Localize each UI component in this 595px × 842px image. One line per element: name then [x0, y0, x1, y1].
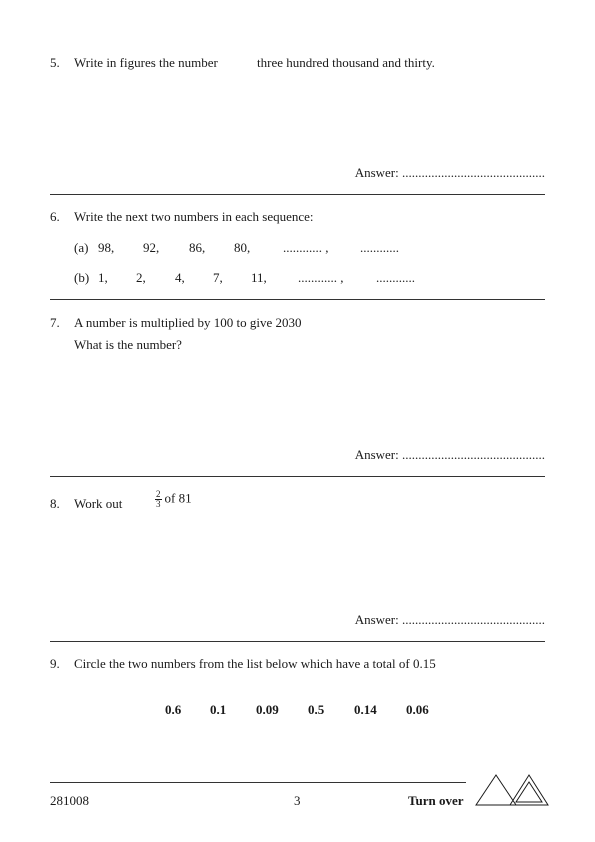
q9-option[interactable]: 0.09: [256, 702, 279, 717]
q9-number: 9.: [50, 656, 60, 671]
q8-of-text: of 81: [164, 490, 192, 506]
q6a-term: 98,: [98, 240, 115, 255]
q5-text: Write in figures the number: [74, 55, 218, 70]
q6a-term: 80,: [234, 240, 251, 255]
q9-option[interactable]: 0.14: [354, 702, 377, 717]
q6b-term: 7,: [213, 270, 223, 285]
paper-code: 281008: [50, 793, 89, 808]
turn-over-label: Turn over: [408, 793, 464, 808]
q5-number: 5.: [50, 55, 60, 70]
q6b-term: 2,: [136, 270, 146, 285]
q8-text: Work out: [74, 496, 123, 511]
q9-option[interactable]: 0.5: [308, 702, 325, 717]
q9-option[interactable]: 0.06: [406, 702, 429, 717]
q6b-blank-2[interactable]: ............: [376, 270, 415, 285]
q6a-label: (a): [74, 240, 89, 255]
q7-number: 7.: [50, 315, 60, 330]
q5-answer-line[interactable]: Answer: ............................................: [354, 165, 545, 180]
divider: [50, 299, 545, 300]
q5-words: three hundred thousand and thirty.: [257, 55, 435, 70]
q6b-label: (b): [74, 270, 90, 285]
q8-expression: [155, 490, 192, 509]
q9-option[interactable]: 0.6: [165, 702, 182, 717]
q8-number: 8.: [50, 496, 60, 511]
fraction-numerator: 2: [156, 489, 161, 499]
turn-over-triangles-icon: [474, 771, 550, 807]
q6a-term: 92,: [143, 240, 160, 255]
q6b-term: 1,: [98, 270, 108, 285]
q9-option[interactable]: 0.1: [210, 702, 227, 717]
divider: [50, 194, 545, 195]
q7-line-1: A number is multiplied by 100 to give 2030: [74, 315, 302, 330]
q8-answer-line[interactable]: Answer: ............................................: [354, 612, 545, 627]
q7-line-2: What is the number?: [74, 337, 182, 352]
q6b-term: 11,: [251, 270, 267, 285]
fraction-denominator: 3: [156, 499, 161, 509]
q6a-term: 86,: [189, 240, 206, 255]
q6a-blank-2[interactable]: ............: [360, 240, 399, 255]
fraction: [155, 490, 162, 509]
page-number: 3: [294, 793, 301, 808]
q6a-blank-1[interactable]: ............ ,: [283, 240, 329, 255]
divider: [50, 641, 545, 642]
q9-text: Circle the two numbers from the list below which have a total of 0.15: [74, 656, 436, 671]
q6-text: Write the next two numbers in each sequence:: [74, 209, 314, 224]
q6b-blank-1[interactable]: ............ ,: [298, 270, 344, 285]
q7-answer-line[interactable]: Answer: ............................................: [354, 447, 545, 462]
divider: [50, 476, 545, 477]
q6b-term: 4,: [175, 270, 185, 285]
q6-number: 6.: [50, 209, 60, 224]
footer-rule: [50, 782, 466, 783]
